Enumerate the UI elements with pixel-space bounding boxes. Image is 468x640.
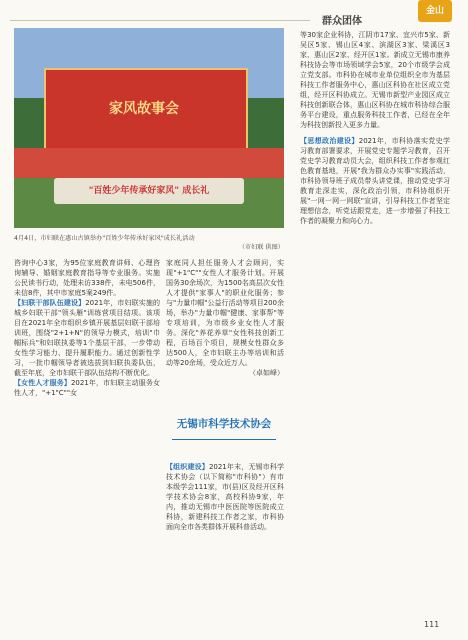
- col1-heading-2: 【女性人才服务】: [14, 379, 71, 387]
- col1-paragraph-1: 2021年，市妇联实施的城乡妇联干部"领头雁"训练营项目结项。该项目在2021年全市组织乡镇开展基层妇联干部培训班，围绕"2+1+N"的领导力模式，培训"巾帼标兵"和妇联执委等1个基层干部，一步带动女性学习能力、提升履职能力。通过创新性学习，一批巾帼领导者被选拔到妇联执委队伍，截至年底，全市妇联干部队伍结构不断优化。: [14, 299, 160, 377]
- header-rule: [10, 20, 310, 21]
- column-2: [166, 258, 284, 378]
- photo-caption: [14, 234, 284, 252]
- photo-slogan: "百姓少年传承好家风" 成长礼: [54, 178, 244, 204]
- col2-heading: 【组织建设】: [166, 463, 209, 471]
- association-title: 无锡市科学技术协会: [176, 418, 272, 430]
- photo-banner-text: 家风故事会: [109, 101, 179, 117]
- event-photo: [14, 28, 284, 228]
- col2-credit: （卓如峰）: [249, 369, 284, 377]
- col1-heading-1: 【妇联干部队伍建设】: [14, 299, 86, 307]
- col1-paragraph-2: 2021年，市妇联主动服务女性人才，"+1"C""女: [14, 379, 160, 397]
- column-2-lower: [166, 462, 284, 532]
- col2-paragraph-1: 家庭同人担任服务人才会顾问，实现"+1"C""女性人才服务计划。开展国务30余场次，为1500名高层次女性人才提供"家事人"的职业化服务；参与"力量巾帼"公益行活动等项目200余场，举办"力量巾帼"健康、家事帮"等专项培训，为市级乡业女性人才服务。深化"养花养草"女性科技创新工程，百场百个项目，规模女性群众多达500人，全市妇联主办等培训和活动等20余场，受众近万人。: [166, 259, 284, 367]
- caption-text: 4月4日，市妇联在惠山古镇举办"百姓少年传承好家风"成长礼活动: [14, 235, 195, 242]
- col3-heading: 【思想政治建设】: [300, 137, 359, 145]
- column-1: [14, 258, 160, 398]
- section-title: 群众团体: [322, 16, 362, 27]
- page-header: [0, 8, 468, 30]
- caption-credit: （市妇联 供图）: [238, 244, 284, 251]
- col3-paragraph-2: 2021年，市科协落实党史学习教育部署要求，开展党史专题学习教育，召开党史学习教育动员大会，组织科技工作者参观红色教育基地，开展"我为群众办实事"实践活动，市科协领导班子成员带头讲党课，推动党史学习教育走深走实，深化政治引领，市科协组织开展"一网一网一网联"宣讲，引导科技工作者坚定理想信念，听党话跟党走，进一步增强了科技工作者的凝聚力和向心力。: [300, 137, 450, 225]
- column-3: [300, 30, 450, 226]
- page-number: 111: [424, 620, 440, 629]
- col1-intro: 咨询中心3家，为95位家庭教育讲师、心理咨询辅导、婚姻家庭教育指导等专业服务。实施公民读书行动，处理未访338件，未电506件，未信8件，其中市家庭5案249件。: [14, 259, 160, 297]
- yearbook-logo: 金山: [418, 0, 452, 22]
- col3-paragraph-1: 等30家企业科协，江阴市17家、宜兴市5家、新吴区5家、锡山区4家、滨湖区3家、梁溪区3家、惠山区2家、经开区1家。新成立无锡市康养科技协会等市场领域学会5家，20个市级学会成立党支部。市科协在城市业单位组织全市为基层科技工作者服务中心，惠山区科协在社区成立党组，经开区科协成立。无锡市新型产业园区成立科技创新联合体，惠山区科协在城市科协综合服务平台建设，重点服务科技工作者，已经在全年为科技创新投入更多力量。: [300, 31, 450, 129]
- col2-paragraph-3: 2021年末，无锡市科学技术协会（以下简称"市科协"）有市本级学会111家，市(县)区及经开区科学技术协会8家，高校科协9家，年内，推动无锡市中医医院等医院成立科协，新建科技工作者之家，市科协面向全市各类群体开展科普活动。: [166, 463, 284, 531]
- section-title-box: [172, 408, 276, 448]
